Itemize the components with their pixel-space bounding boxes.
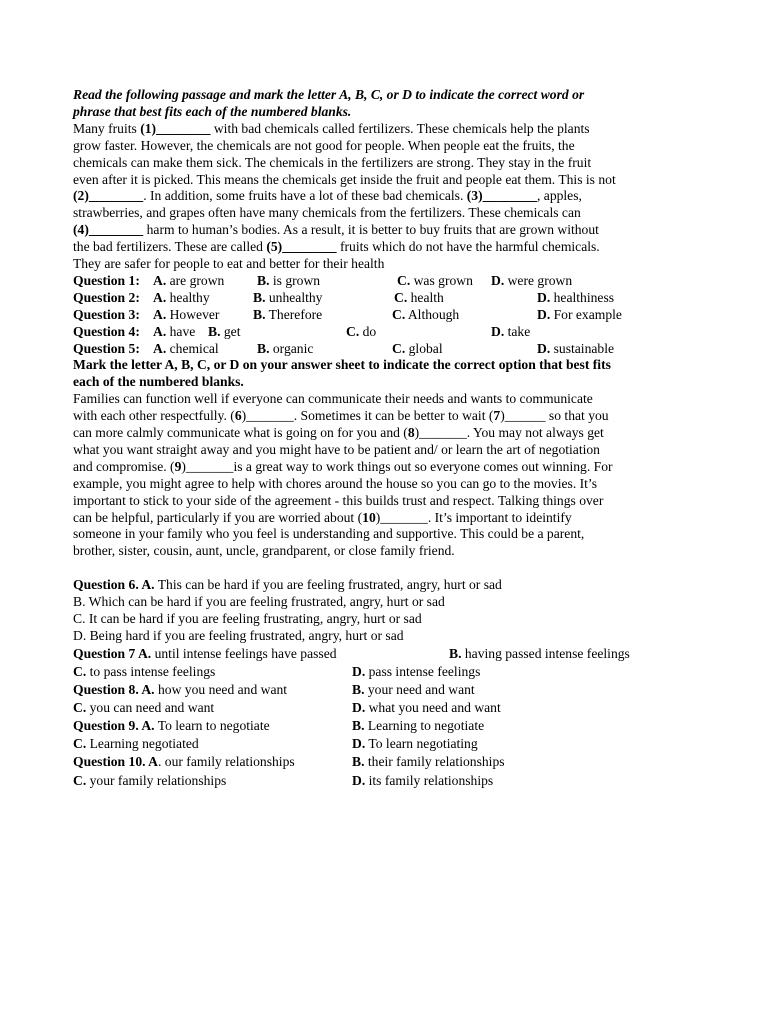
question-9-row-1 (73, 717, 698, 735)
passage-text: with bad chemicals called fertilizers. These chemicals help the plants (210, 120, 590, 136)
option-c[interactable] (397, 273, 473, 290)
blank-1: (1)________ (140, 120, 211, 136)
passage1-line: even after it is picked. This means the chemicals get inside the fruit and people eat them. This is not (73, 171, 616, 187)
option-text: For example (550, 306, 622, 322)
passage2-line (73, 408, 698, 425)
question-6-option-d[interactable]: D. Being hard if you are feeling frustrated, angry, hurt or sad (73, 628, 404, 644)
option-letter: D. (491, 272, 505, 288)
question-10-row-1 (73, 753, 698, 771)
question-label: Question 9. A. (73, 718, 155, 734)
option-letter: C. (392, 306, 406, 322)
option-letter: A. (153, 323, 167, 339)
passage2-line: brother, sister, cousin, aunt, uncle, grandparent, or close family friend. (73, 543, 455, 559)
passage1-line (73, 239, 698, 256)
passage-text: )_______. Sometimes it can be better to wait ( (241, 408, 494, 424)
option-d[interactable] (537, 341, 614, 358)
option-b[interactable] (352, 717, 484, 735)
option-text: Learning to negotiate (364, 718, 485, 734)
option-text: get (220, 323, 241, 339)
option-text: unhealthy (265, 289, 323, 305)
blank-5: (5)________ (266, 239, 337, 255)
question-label: Question 1: (73, 272, 140, 288)
option-b[interactable] (449, 645, 630, 663)
blank-2: (2)________ (73, 188, 144, 204)
option-a[interactable] (73, 645, 337, 663)
option-d[interactable] (491, 324, 530, 341)
passage-text: can more calmly communicate what is going on for you and ( (73, 425, 408, 441)
option-letter: D. (537, 289, 551, 305)
option-d[interactable] (352, 735, 478, 753)
option-text: was grown (410, 272, 473, 288)
question-label: Question 7 A. (73, 645, 152, 661)
question-label: Question 5: (73, 340, 140, 356)
blank-6: 6 (234, 408, 242, 424)
option-text: our family relationships (161, 754, 295, 770)
passage2-line: important to stick to your side of the agreement - this builds trust and respect. Talking things over (73, 492, 604, 508)
passage-text: the bad fertilizers. These are called (73, 239, 267, 255)
passage1-line: strawberries, and grapes often have many chemicals from the fertilizers. These chemicals can (73, 205, 581, 221)
option-letter: C. (73, 772, 87, 788)
blank-9: 9 (174, 458, 182, 474)
option-c[interactable] (392, 307, 459, 324)
option-letter: D. (352, 664, 366, 680)
option-letter: C. (73, 700, 87, 716)
option-b[interactable] (253, 290, 322, 307)
passage2-line: someone in your family who you feel is understanding and supportive. This could be a parent, (73, 526, 585, 542)
option-letter: B. (253, 306, 266, 322)
option-text: Although (405, 306, 460, 322)
blank-10: 10 (362, 509, 376, 525)
question-label: Question 3: (73, 306, 140, 322)
option-a[interactable] (73, 753, 295, 771)
option-letter: C. (394, 289, 408, 305)
option-letter: D. (352, 736, 366, 752)
passage-text: , apples, (536, 188, 582, 204)
option-text: To learn to negotiate (154, 718, 270, 734)
passage2-line (73, 459, 698, 476)
passage2-line: what you want straight away and you might have to be patient and/ or learn the art of negotiation (73, 441, 600, 457)
passage-text: with each other respectfully. ( (73, 408, 235, 424)
option-text: you can need and want (86, 700, 215, 716)
option-b[interactable] (257, 341, 313, 358)
option-letter: B. (257, 272, 270, 288)
blank-3: (3)________ (466, 188, 537, 204)
label-punctuation: . (157, 754, 162, 770)
option-c[interactable] (73, 772, 226, 790)
option-letter: D. (537, 340, 551, 356)
option-letter: C. (397, 272, 411, 288)
passage1-line: grow faster. However, the chemicals are not good for people. When people eat the fruits, the (73, 137, 575, 153)
passage1-line: chemicals can make them sick. The chemicals in the fertilizers are strong. They stay in the fruit (73, 154, 592, 170)
option-a[interactable] (153, 273, 224, 290)
option-letter: B. (352, 718, 365, 734)
passage2-line (73, 510, 698, 527)
option-text: sustainable (550, 340, 615, 356)
option-d[interactable] (537, 290, 614, 307)
section1-instruction-line-1: Read the following passage and mark the letter A, B, C, or D to indicate the correct word or (73, 87, 585, 102)
question-7-row-1 (73, 645, 698, 663)
option-text: were grown (504, 272, 573, 288)
option-letter: B. (257, 340, 270, 356)
question-5 (73, 341, 698, 358)
option-text: pass intense feelings (365, 664, 481, 680)
option-d[interactable] (491, 273, 572, 290)
option-letter: B. (449, 645, 462, 661)
option-letter: B. (253, 289, 266, 305)
option-letter: D. (352, 700, 366, 716)
option-text: To learn negotiating (365, 736, 478, 752)
option-letter: A. (153, 272, 167, 288)
option-b[interactable] (257, 273, 320, 290)
passage-text: . In addition, some fruits have a lot of these bad chemicals. (143, 188, 467, 204)
option-letter: C. (346, 323, 360, 339)
section2-instruction-line-1: Mark the letter A, B, C, or D on your answer sheet to indicate the correct option that best fits (73, 357, 611, 373)
option-c[interactable] (346, 324, 376, 341)
question-6-option-a[interactable] (73, 577, 698, 594)
option-letter: A. (153, 340, 167, 356)
option-text: This can be hard if you are feeling frustrated, angry, hurt or sad (154, 577, 502, 593)
option-text: their family relationships (364, 754, 505, 770)
option-letter: D. (352, 772, 366, 788)
option-letter: D. (537, 306, 551, 322)
worksheet-page (73, 87, 698, 790)
question-label: Question 4: (73, 323, 140, 339)
question-1 (73, 273, 698, 290)
option-text: are grown (166, 272, 225, 288)
option-d[interactable] (537, 307, 622, 324)
option-text: until intense feelings have passed (151, 645, 337, 661)
option-a[interactable] (153, 341, 219, 358)
passage2-line: Families can function well if everyone can communicate their needs and wants to communicate (73, 391, 593, 407)
passage-text: harm to human’s bodies. As a result, it is better to buy fruits that are grown without (143, 222, 599, 238)
passage1-line: They are safer for people to eat and better for their health (73, 256, 385, 272)
option-b[interactable] (253, 307, 322, 324)
option-text: Therefore (265, 306, 323, 322)
option-text: take (504, 323, 531, 339)
option-a[interactable] (73, 681, 287, 699)
option-text: your family relationships (86, 772, 227, 788)
option-c[interactable] (73, 663, 215, 681)
option-text: Learning negotiated (86, 736, 199, 752)
option-text: do (359, 323, 377, 339)
option-letter: B. (208, 323, 221, 339)
passage1-line (73, 222, 698, 239)
question-4 (73, 324, 698, 341)
question-9-row-2 (73, 735, 698, 753)
question-10-row-2 (73, 772, 698, 790)
passage2-line: example, you might agree to help with chores around the house so you can go to the movies. It’s (73, 475, 597, 491)
option-d[interactable] (352, 772, 493, 790)
question-label: Question 8. A. (73, 682, 155, 698)
option-text: global (405, 340, 443, 356)
option-b[interactable] (352, 681, 475, 699)
passage-text: can be helpful, particularly if you are worried about ( (73, 509, 363, 525)
option-c[interactable] (392, 341, 443, 358)
question-2 (73, 290, 698, 307)
option-letter: C. (73, 664, 87, 680)
question-label: Question 10. A (73, 754, 158, 770)
option-text: is grown (269, 272, 321, 288)
option-letter: A. (153, 306, 167, 322)
option-c[interactable] (73, 699, 214, 717)
blank-4: (4)________ (73, 222, 144, 238)
option-text: However (166, 306, 220, 322)
option-text: its family relationships (365, 772, 494, 788)
option-text: healthiness (550, 289, 615, 305)
option-b[interactable] (352, 753, 505, 771)
option-a[interactable] (73, 717, 270, 735)
option-text: chemical (166, 340, 219, 356)
option-a[interactable] (153, 290, 210, 307)
option-b[interactable] (208, 324, 240, 341)
passage-text: )_______. It’s important to ideintify (375, 509, 572, 525)
option-text: have (166, 323, 196, 339)
question-3 (73, 307, 698, 324)
section1-instruction-line-2: phrase that best fits each of the numbered blanks. (73, 103, 352, 119)
blank-7: 7 (493, 408, 501, 424)
option-text: organic (269, 340, 314, 356)
option-text: your need and want (364, 682, 475, 698)
section2-instruction-line-2: each of the numbered blanks. (73, 374, 244, 390)
passage-text: )______ so that you (500, 408, 609, 424)
question-8-row-1 (73, 681, 698, 699)
option-letter: A. (153, 289, 167, 305)
question-label: Question 6. A. (73, 577, 155, 593)
passage2-line (73, 425, 698, 442)
option-text: how you need and want (154, 682, 288, 698)
option-d[interactable] (352, 663, 480, 681)
passage-text: and compromise. ( (73, 458, 175, 474)
option-text: having passed intense feelings (461, 645, 630, 661)
option-letter: C. (392, 340, 406, 356)
passage-text: fruits which do not have the harmful chemicals. (336, 239, 600, 255)
question-6-option-c[interactable]: C. It can be hard if you are feeling frustrating, angry, hurt or sad (73, 611, 422, 627)
spacer (73, 560, 698, 577)
passage-text: )_______is a great way to work things out so everyone comes out winning. For (181, 458, 613, 474)
option-a[interactable] (153, 307, 219, 324)
option-text: to pass intense feelings (86, 664, 216, 680)
option-letter: B. (352, 754, 365, 770)
option-letter: D. (491, 323, 505, 339)
option-letter: B. (352, 682, 365, 698)
option-text: health (407, 289, 444, 305)
option-text: what you need and want (365, 700, 501, 716)
passage-text: )_______. You may not always get (414, 425, 604, 441)
question-8-row-2 (73, 699, 698, 717)
option-c[interactable] (73, 735, 199, 753)
question-6-option-b[interactable]: B. Which can be hard if you are feeling frustrated, angry, hurt or sad (73, 594, 445, 610)
option-text: healthy (166, 289, 210, 305)
option-c[interactable] (394, 290, 444, 307)
option-d[interactable] (352, 699, 501, 717)
passage-text: Many fruits (73, 120, 141, 136)
option-a[interactable] (153, 324, 195, 341)
blank-8: 8 (407, 425, 415, 441)
question-7-row-2 (73, 663, 698, 681)
passage1-line (73, 188, 698, 205)
question-label: Question 2: (73, 289, 140, 305)
passage1-line (73, 121, 698, 138)
option-letter: C. (73, 736, 87, 752)
